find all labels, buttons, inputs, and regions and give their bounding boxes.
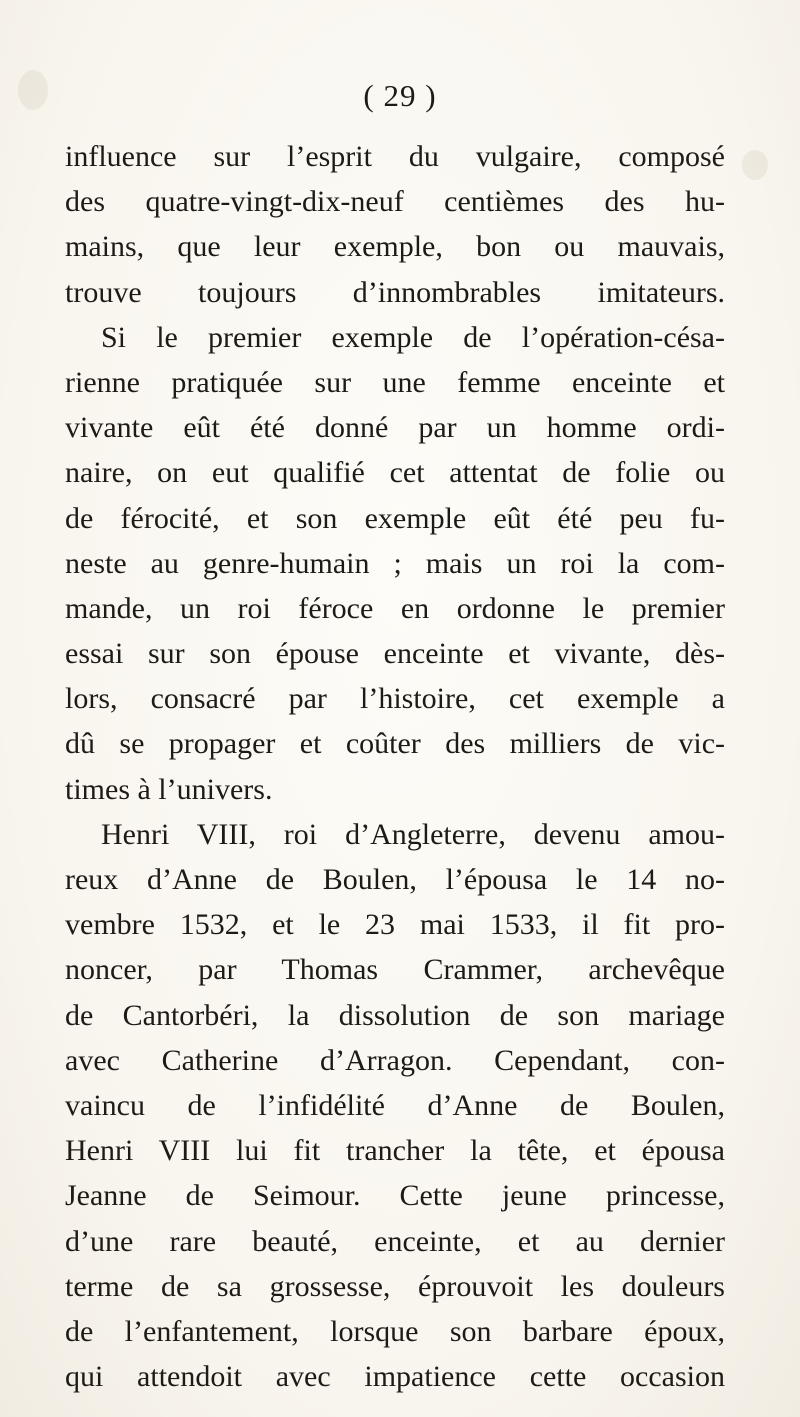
text-line: influence sur l’esprit du vulgaire, composé <box>65 140 725 173</box>
text-line: mains, que leur exemple, bon ou mauvais, <box>65 230 725 264</box>
text-line: Si le premier exemple de l’opération-césa- <box>101 320 725 354</box>
text-line: Henri VIII, roi d’Angleterre, devenu amou- <box>101 817 725 851</box>
text-line: vembre 1532, et le 23 mai 1533, il fit pro- <box>65 908 725 942</box>
body-text <box>65 134 725 1399</box>
text-line: times à l’univers. <box>65 772 273 806</box>
text-line: neste au genre-humain ; mais un roi la com- <box>65 546 725 580</box>
text-line: de férocité, et son exemple eût été peu fu- <box>65 501 725 535</box>
text-line: Henri VIII lui fit trancher la tête, et épousa <box>65 1134 725 1168</box>
text-line: de Cantorbéri, la dissolution de son mariage <box>65 998 725 1032</box>
text-line: terme de sa grossesse, éprouvoit les douleurs <box>65 1269 725 1303</box>
text-line: essai sur son épouse enceinte et vivante, dès- <box>65 637 725 671</box>
text-line: Jeanne de Seimour. Cette jeune princesse, <box>65 1179 725 1213</box>
text-line: lors, consacré par l’histoire, cet exemple a <box>65 682 725 716</box>
text-line: avec Catherine d’Arragon. Cependant, con- <box>65 1043 725 1077</box>
text-line: rienne pratiquée sur une femme enceinte et <box>65 365 725 399</box>
text-line: d’une rare beauté, enceinte, et au dernier <box>65 1224 725 1258</box>
page-number: ( 29 ) <box>363 78 437 113</box>
text-line: vaincu de l’infidélité d’Anne de Boulen, <box>65 1088 725 1122</box>
text-line: trouve toujours d’innombrables imitateurs. <box>65 275 725 309</box>
text-line: mande, un roi féroce en ordonne le premier <box>65 591 725 625</box>
text-line: qui attendoit avec impatience cette occasion <box>65 1360 725 1394</box>
text-line: vivante eût été donné par un homme ordi- <box>65 411 725 445</box>
text-line: des quatre-vingt-dix-neuf centièmes des hu- <box>65 185 725 219</box>
text-line: dû se propager et coûter des milliers de vic- <box>65 727 725 761</box>
text-line: noncer, par Thomas Crammer, archevêque <box>65 953 725 987</box>
text-line: naire, on eut qualifié cet attentat de folie ou <box>65 456 725 490</box>
paper-stain <box>742 150 768 180</box>
text-line: reux d’Anne de Boulen, l’épousa le 14 no- <box>65 863 725 896</box>
text-line: de l’enfantement, lorsque son barbare époux, <box>65 1314 725 1348</box>
